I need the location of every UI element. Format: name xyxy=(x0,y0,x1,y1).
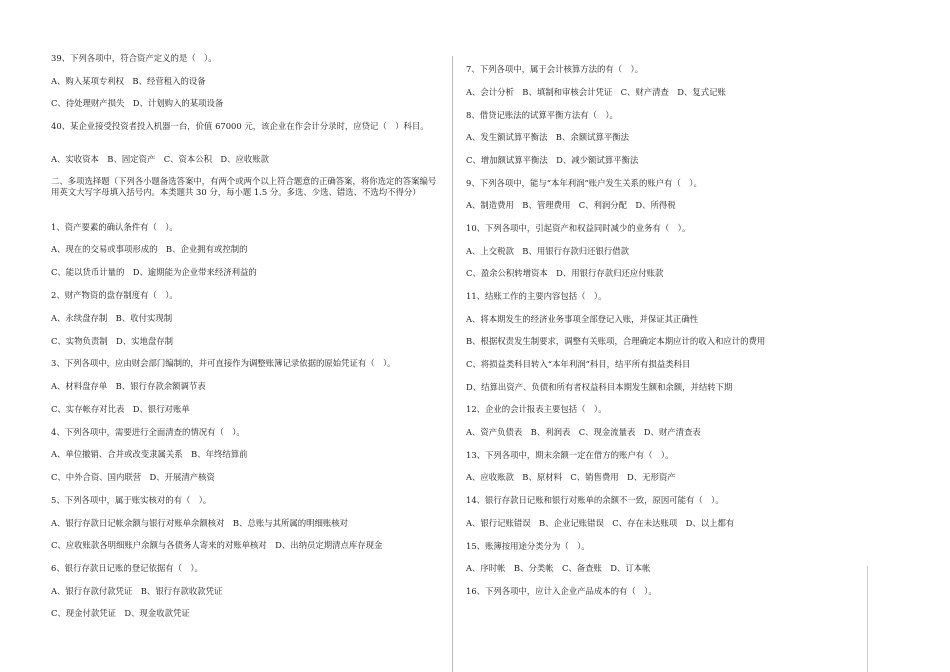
question-m15: 15、账簿按用途分类分为（ ）。 xyxy=(466,541,590,551)
question-m1-options-cd: C、能以货币计量的 D、逾期能为企业带来经济利益的 xyxy=(51,267,257,277)
question-m1: 1、资产要素的确认条件有（ ）。 xyxy=(51,222,178,232)
question-m5: 5、下列各项中，属于账实核对的有（ ）。 xyxy=(51,495,212,505)
question-m6-options-cd: C、现金付款凭证 D、现金收款凭证 xyxy=(51,608,190,618)
question-m7-options: A、会计分析 B、填制和审核会计凭证 C、财产清查 D、复式记账 xyxy=(466,87,726,97)
question-m4: 4、下列各项中，需要进行全面清查的情况有（ ）。 xyxy=(51,427,245,437)
question-m13-options: A、应收账款 B、原材料 C、销售费用 D、无形资产 xyxy=(466,472,676,482)
question-m6: 6、银行存款日记账的登记依据有（ ）。 xyxy=(51,563,203,573)
question-m11: 11、结账工作的主要内容包括（ ）。 xyxy=(466,291,607,301)
question-m10: 10、下列各项中，引起资产和权益同时减少的业务有（ ）。 xyxy=(466,223,691,233)
question-m12: 12、企业的会计报表主要包括（ ）。 xyxy=(466,404,607,414)
question-m5-options-ab: A、银行存款日记帐余额与银行对账单余额核对 B、总账与其所属的明细账核对 xyxy=(51,518,348,528)
question-m13: 13、下列各项中，期末余额一定在借方的账户有（ ）。 xyxy=(466,450,674,460)
question-40-options: A、实收资本 B、固定资产 C、资本公积 D、应收账款 xyxy=(51,154,269,164)
question-m5-options-cd: C、应收账款各明细账户余额与各债务人寄来的对账单核对 D、出纳员定期清点库存现金 xyxy=(51,540,383,550)
question-40: 40、某企业接受投资者投入机器一台，价值 67000 元，该企业在作会计分录时，应贷记（ ）科目。 xyxy=(51,121,429,131)
question-m11-option-a: A、将本期发生的经济业务事项全部登记入账，并保证其正确性 xyxy=(466,314,699,324)
question-m12-options: A、资产负债表 B、利润表 C、现金流量表 D、财产清查表 xyxy=(466,427,701,437)
question-m3-options-cd: C、实存帐存对比表 D、银行对账单 xyxy=(51,404,190,414)
question-m4-options-cd: C、中外合资、国内联营 D、开展清产核资 xyxy=(51,472,215,482)
section-2-heading: 二、多项选择题（下列各小题备选答案中，有两个或两个以上符合题意的正确答案，将你选定的答案编号用英文大写字母填入括号内。本类题共 30 分，每小题 1.5 分。多选、少选、错选、不选均不得分） xyxy=(51,176,437,197)
question-m14-options: A、银行记账错误 B、企业记账错误 C、存在未达账项 D、以上都有 xyxy=(466,518,735,528)
question-m2: 2、财产物资的盘存制度有（ ）。 xyxy=(51,290,178,300)
question-m15-options: A、序时帐 B、分类帐 C、备查账 D、订本帐 xyxy=(466,563,651,573)
question-39: 39、下列各项中，符合资产定义的是（ ）。 xyxy=(51,53,217,63)
question-m9-options: A、制造费用 B、管理费用 C、利润分配 D、所得税 xyxy=(466,200,676,210)
question-m11-option-b: B、根据权责发生制要求，调整有关账项，合理确定本期应计的收入和应计的费用 xyxy=(466,336,766,346)
question-m1-options-ab: A、现在的交易或事项形成的 B、企业拥有或控制的 xyxy=(51,244,248,254)
question-m2-options-ab: A、永续盘存制 B、收付实现制 xyxy=(51,313,173,323)
right-margin-line xyxy=(867,566,868,672)
question-m11-option-d: D、结算出资产、负债和所有者权益科目本期发生额和余额，并结转下期 xyxy=(466,382,733,392)
question-m11-option-c: C、将损益类科目转入“本年利润”科目，结平所有损益类科目 xyxy=(466,359,691,369)
question-m10-options-ab: A、上交税款 B、用银行存款归还银行借款 xyxy=(466,246,629,256)
question-m2-options-cd: C、实物负责制 D、实地盘存制 xyxy=(51,336,173,346)
question-39-options-ab: A、购入某项专利权 B、经营租入的设备 xyxy=(51,76,206,86)
question-m10-options-cd: C、盈余公积转增资本 D、用银行存款归还应付账款 xyxy=(466,268,664,278)
question-m7: 7、下列各项中，属于会计核算方法的有（ ）。 xyxy=(466,64,644,74)
question-m8-options-ab: A、发生额试算平衡法 B、余额试算平衡法 xyxy=(466,132,629,142)
question-m16: 16、下列各项中，应计入企业产品成本的有（ ）。 xyxy=(466,586,657,596)
question-m8: 8、借贷记账法的试算平衡方法有（ ）。 xyxy=(466,110,618,120)
question-m3: 3、下列各项中，应由财会部门编制的，并可直接作为调整账簿记录依据的原始凭证有（ ）。 xyxy=(51,358,396,368)
question-m14: 14、银行存款日记账和银行对账单的余额不一致，原因可能有（ ）。 xyxy=(466,495,724,505)
question-m8-options-cd: C、增加额试算平衡法 D、减少额试算平衡法 xyxy=(466,155,639,165)
question-m6-options-ab: A、银行存款付款凭证 B、银行存款收款凭证 xyxy=(51,586,223,596)
column-divider xyxy=(452,56,453,672)
question-m9: 9、下列各项中，能与“本年利润”账户发生关系的账户有（ ）。 xyxy=(466,178,702,188)
question-m3-options-ab: A、材料盘存单 B、银行存款余额调节表 xyxy=(51,381,206,391)
question-39-options-cd: C、待处理财产损失 D、计划购入的某项设备 xyxy=(51,98,224,108)
question-m4-options-ab: A、单位撤销、合并或改变隶属关系 B、年终结算前 xyxy=(51,449,248,459)
